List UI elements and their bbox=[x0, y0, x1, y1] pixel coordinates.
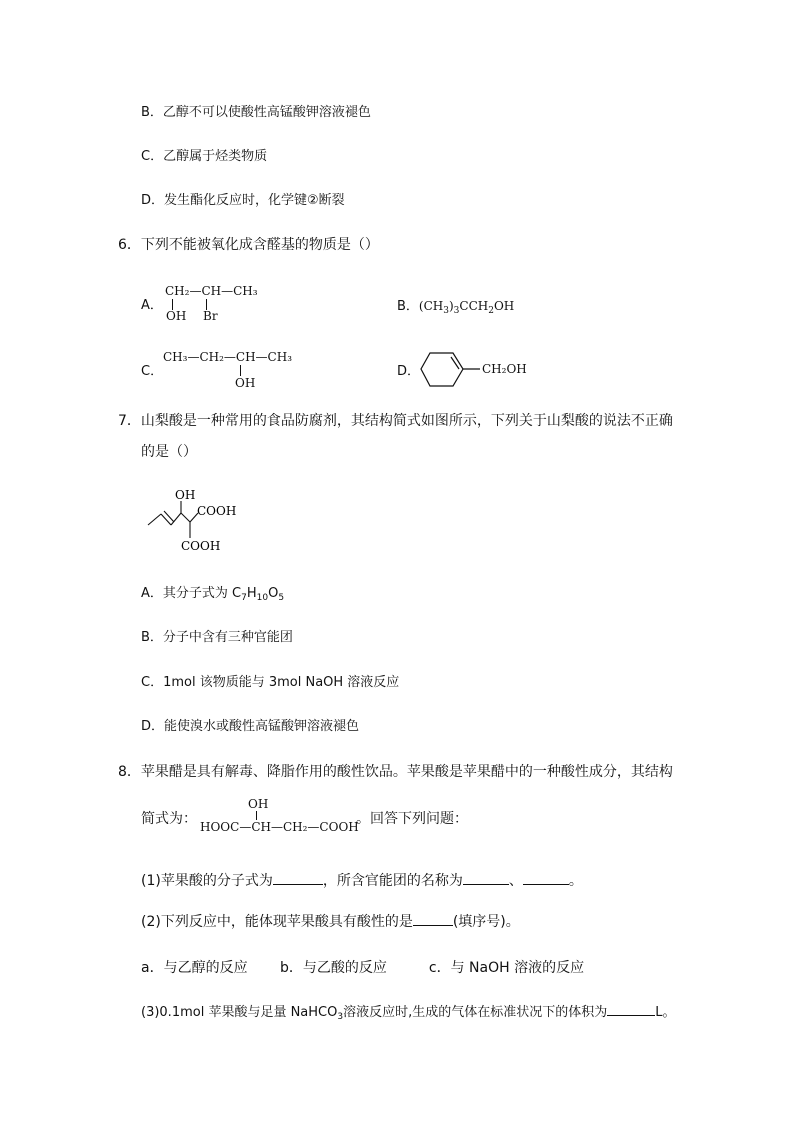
q8-part3-sub: 3 bbox=[337, 1012, 344, 1022]
q6-option-b-formula-part: (CH bbox=[418, 299, 444, 313]
q6-option-b-sub: 3 bbox=[453, 306, 460, 316]
q6-option-a-label: A． bbox=[141, 298, 163, 313]
q7-option-c: C．1mol 该物质能与 3mol NaOH 溶液反应 bbox=[141, 675, 400, 690]
q6-option-d-cyclohexene-ring bbox=[420, 352, 482, 388]
q6-option-d-group: CH₂OH bbox=[482, 362, 527, 376]
q6-option-b bbox=[397, 297, 514, 320]
q8-part3-text: L。 bbox=[655, 1005, 676, 1020]
q6-option-c-formula: CH₃—CH₂—CH—CH₃ bbox=[163, 350, 293, 364]
q5-option-b: B．乙醇不可以使酸性高锰酸钾溶液褪色 bbox=[141, 105, 371, 120]
q8-part1-blank-group2[interactable] bbox=[523, 872, 569, 885]
q7-option-d: D．能使溴水或酸性高锰酸钾溶液褪色 bbox=[141, 719, 360, 734]
q7-option-a bbox=[141, 585, 284, 607]
q8-part3-blank[interactable] bbox=[607, 1003, 655, 1016]
q6-option-c-label: C． bbox=[141, 364, 164, 379]
q8-part-1 bbox=[141, 872, 583, 890]
q8-part3-text: 溶液反应时,生成的气体在标准状况下的体积为 bbox=[343, 1005, 608, 1020]
q8-malic-acid-oh: OH bbox=[248, 797, 269, 811]
q5-option-c: C．乙醇属于烃类物质 bbox=[141, 149, 268, 164]
q7-option-a-text: H bbox=[246, 586, 257, 601]
q6-option-c-oh: OH bbox=[235, 376, 256, 390]
q8-stem-line1: 8．苹果醋是具有解毒、降脂作用的酸性饮品。苹果酸是苹果醋中的一种酸性成分，其结构 bbox=[118, 764, 673, 780]
q6-option-b-sub: 3 bbox=[443, 306, 449, 316]
q5-option-d: D．发生酯化反应时，化学键②断裂 bbox=[141, 193, 345, 208]
q8-part1-text: 。 bbox=[568, 873, 583, 889]
q8-malic-acid-formula: HOOC—CH—CH₂—COOH bbox=[200, 820, 359, 834]
q7-option-a-text: A．其分子式为 C bbox=[141, 586, 242, 601]
q8-part2-text: (2)下列反应中，能体现苹果酸具有酸性的是 bbox=[141, 914, 413, 930]
q7-sorbic-acid-structure bbox=[146, 486, 246, 556]
q6-option-b-formula-part: ) bbox=[448, 299, 454, 313]
q6-option-d-label: D． bbox=[397, 364, 421, 379]
q8-part1-blank-formula[interactable] bbox=[273, 872, 323, 885]
q7-stem-line1: 7．山梨酸是一种常用的食品防腐剂，其结构简式如图所示，下列关于山梨酸的说法不正确 bbox=[118, 413, 673, 429]
q8-part-3 bbox=[141, 1003, 675, 1026]
q6-option-c-bond bbox=[240, 365, 241, 376]
q6-option-b-formula-part: CCH bbox=[459, 299, 489, 313]
q8-part2-text: (填序号)。 bbox=[452, 914, 520, 930]
q7-structure-oh: OH bbox=[175, 488, 196, 502]
q8-part2-options: a．与乙醇的反应 b．与乙酸的反应 c．与 NaOH 溶液的反应 bbox=[141, 960, 585, 976]
q6-option-a-oh: OH bbox=[166, 309, 187, 323]
q8-part1-text: ，所含官能团的名称为 bbox=[322, 873, 463, 889]
q7-option-a-sub: 10 bbox=[256, 593, 269, 603]
q6-option-a-br: Br bbox=[203, 309, 218, 323]
q7-option-a-text: O bbox=[268, 586, 279, 601]
q7-option-a-sub: 7 bbox=[241, 593, 247, 603]
q6-stem: 6．下列不能被氧化成含醛基的物质是（） bbox=[118, 237, 379, 253]
q8-part-2 bbox=[141, 913, 520, 931]
q6-option-b-sub: 2 bbox=[488, 306, 494, 316]
q8-stem-prefix: 简式为： bbox=[141, 811, 197, 827]
q8-part1-text: (1)苹果酸的分子式为 bbox=[141, 873, 273, 889]
q8-malic-acid-bond bbox=[256, 811, 257, 820]
q7-structure-cooh-2: COOH bbox=[181, 539, 221, 553]
q7-option-a-sub: 5 bbox=[278, 593, 285, 603]
q7-stem-line2: 的是（） bbox=[141, 444, 197, 460]
q6-option-b-formula-part: OH bbox=[493, 299, 515, 313]
q8-part3-text: (3)0.1mol 苹果酸与足量 NaHCO bbox=[141, 1005, 338, 1020]
q8-part2-blank[interactable] bbox=[413, 913, 453, 926]
q8-part1-blank-group1[interactable] bbox=[463, 872, 509, 885]
q7-option-b: B．分子中含有三种官能团 bbox=[141, 630, 293, 645]
q8-stem-suffix: 。回答下列问题： bbox=[356, 811, 468, 827]
q6-option-a-formula: CH₂—CH—CH₃ bbox=[165, 284, 258, 298]
q6-option-b-label: B． bbox=[397, 299, 419, 314]
q8-part1-text: 、 bbox=[508, 873, 523, 889]
q7-structure-cooh-1: COOH bbox=[197, 504, 237, 518]
